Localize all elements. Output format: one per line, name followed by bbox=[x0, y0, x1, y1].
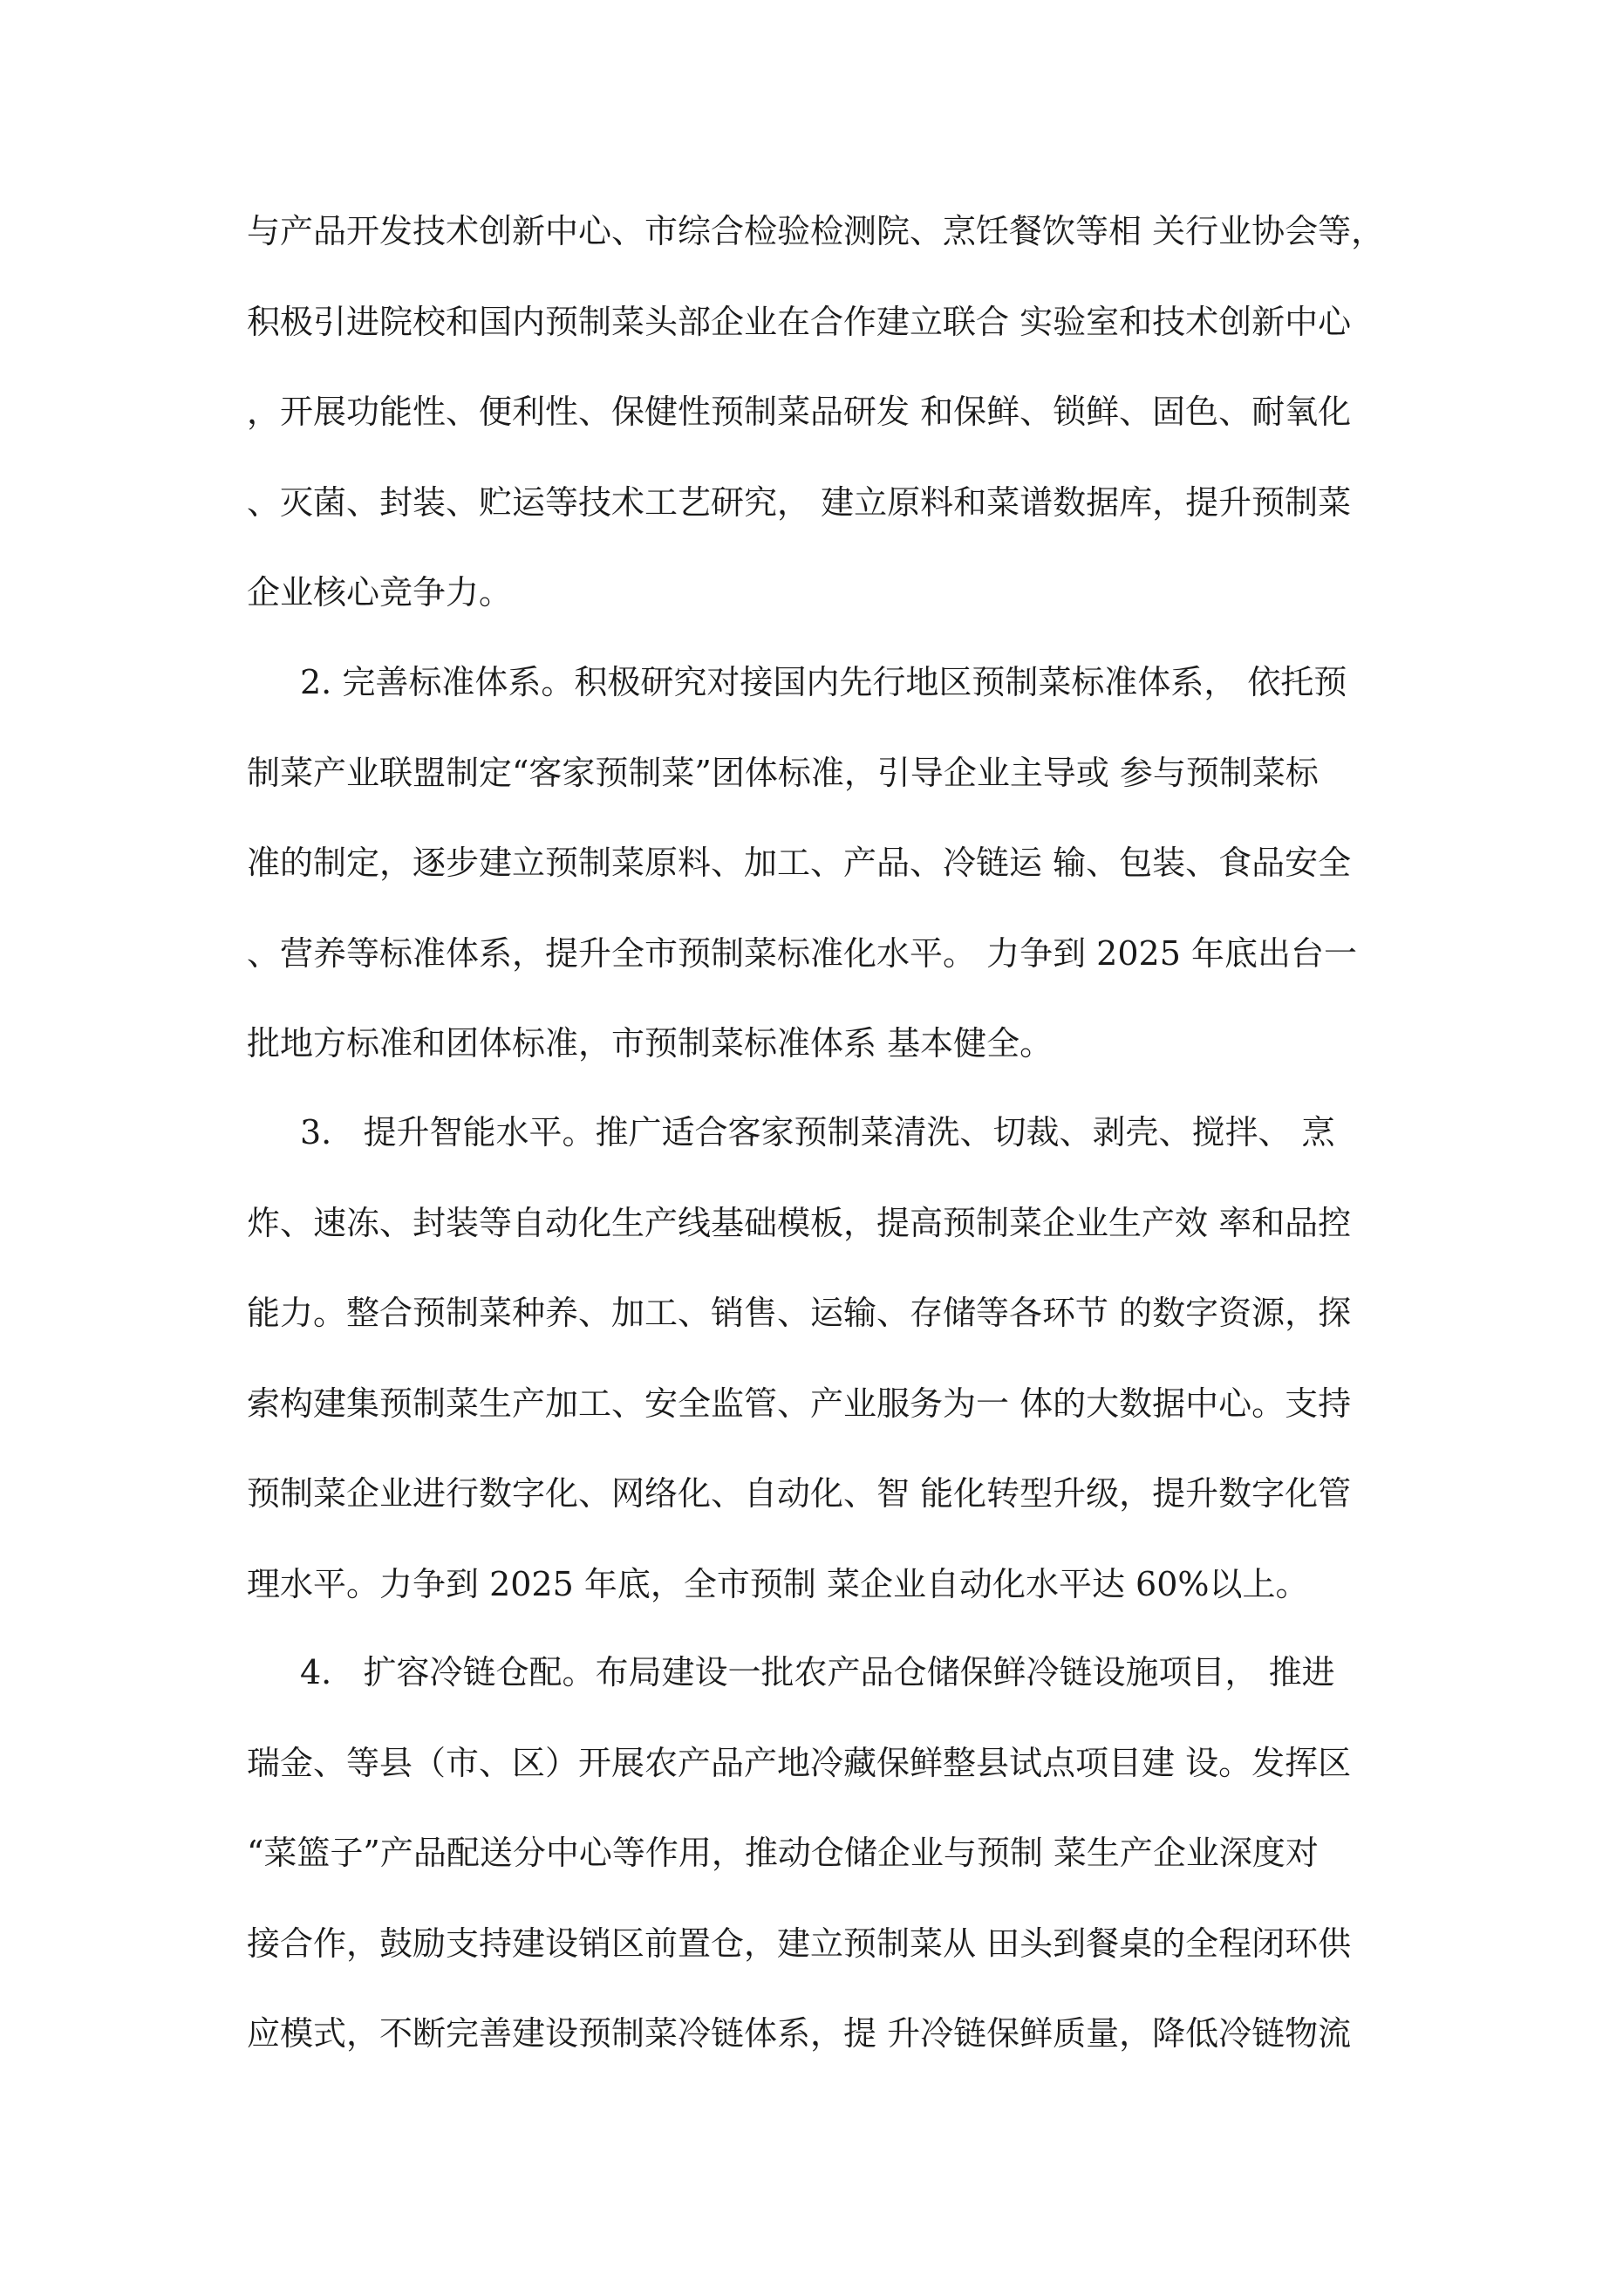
text-line: ，开展功能性、便利性、保健性预制菜品研发 和保鲜、锁鲜、固色、耐氧化 bbox=[247, 393, 1352, 431]
text-line: 理水平。力争到 2025 年底，全市预制 菜企业自动化水平达 60%以上。 bbox=[247, 1565, 1309, 1603]
text-line: 与产品开发技术创新中心、市综合检验检测院、烹饪餐饮等相 关行业协会等， bbox=[247, 212, 1385, 250]
text-line: 炸、速冻、封装等自动化生产线基础模板，提高预制菜企业生产效 率和品控 bbox=[247, 1204, 1352, 1242]
text-line: 索构建集预制菜生产加工、安全监管、产业服务为一 体的大数据中心。支持 bbox=[247, 1384, 1352, 1423]
text-line: 企业核心竞争力。 bbox=[247, 573, 513, 612]
text-line: 预制菜企业进行数字化、网络化、自动化、智 能化转型升级，提升数字化管 bbox=[247, 1474, 1352, 1513]
text-line: 、营养等标准体系，提升全市预制菜标准化水平。 力争到 2025 年底出台一 bbox=[247, 934, 1357, 973]
text-line: 积极引进院校和国内预制菜头部企业在合作建立联合 实验室和技术创新中心 bbox=[247, 303, 1352, 341]
text-line: 瑞金、等县（市、区）开展农产品产地冷藏保鲜整县试点项目建 设。发挥区 bbox=[247, 1744, 1352, 1782]
text-line: 、灭菌、封装、贮运等技术工艺研究， 建立原料和菜谱数据库，提升预制菜 bbox=[247, 483, 1352, 522]
text-line: 应模式，不断完善建设预制菜冷链体系，提 升冷链保鲜质量，降低冷链物流 bbox=[247, 2014, 1352, 2053]
text-line: 3. 提升智能水平。推广适合客家预制菜清洗、切裁、剥壳、搅拌、 烹 bbox=[300, 1113, 1335, 1151]
text-line: 2. 完善标准体系。积极研究对接国内先行地区预制菜标准体系， 依托预 bbox=[300, 663, 1347, 701]
text-line: 制菜产业联盟制定“客家预制菜”团体标准，引导企业主导或 参与预制菜标 bbox=[247, 754, 1319, 792]
text-line: 准的制定，逐步建立预制菜原料、加工、产品、冷链运 输、包装、食品安全 bbox=[247, 844, 1352, 882]
text-line: 4. 扩容冷链仓配。布局建设一批农产品仓储保鲜冷链设施项目， 推进 bbox=[300, 1653, 1335, 1691]
text-line: 批地方标准和团体标准，市预制菜标准体系 基本健全。 bbox=[247, 1024, 1054, 1063]
text-line: “菜篮子”产品配送分中心等作用，推动仓储企业与预制 菜生产企业深度对 bbox=[247, 1834, 1319, 1872]
text-line: 接合作，鼓励支持建设销区前置仓，建立预制菜从 田头到餐桌的全程闭环供 bbox=[247, 1924, 1352, 1963]
text-line: 能力。整合预制菜种养、加工、销售、运输、存储等各环节 的数字资源，探 bbox=[247, 1294, 1352, 1332]
